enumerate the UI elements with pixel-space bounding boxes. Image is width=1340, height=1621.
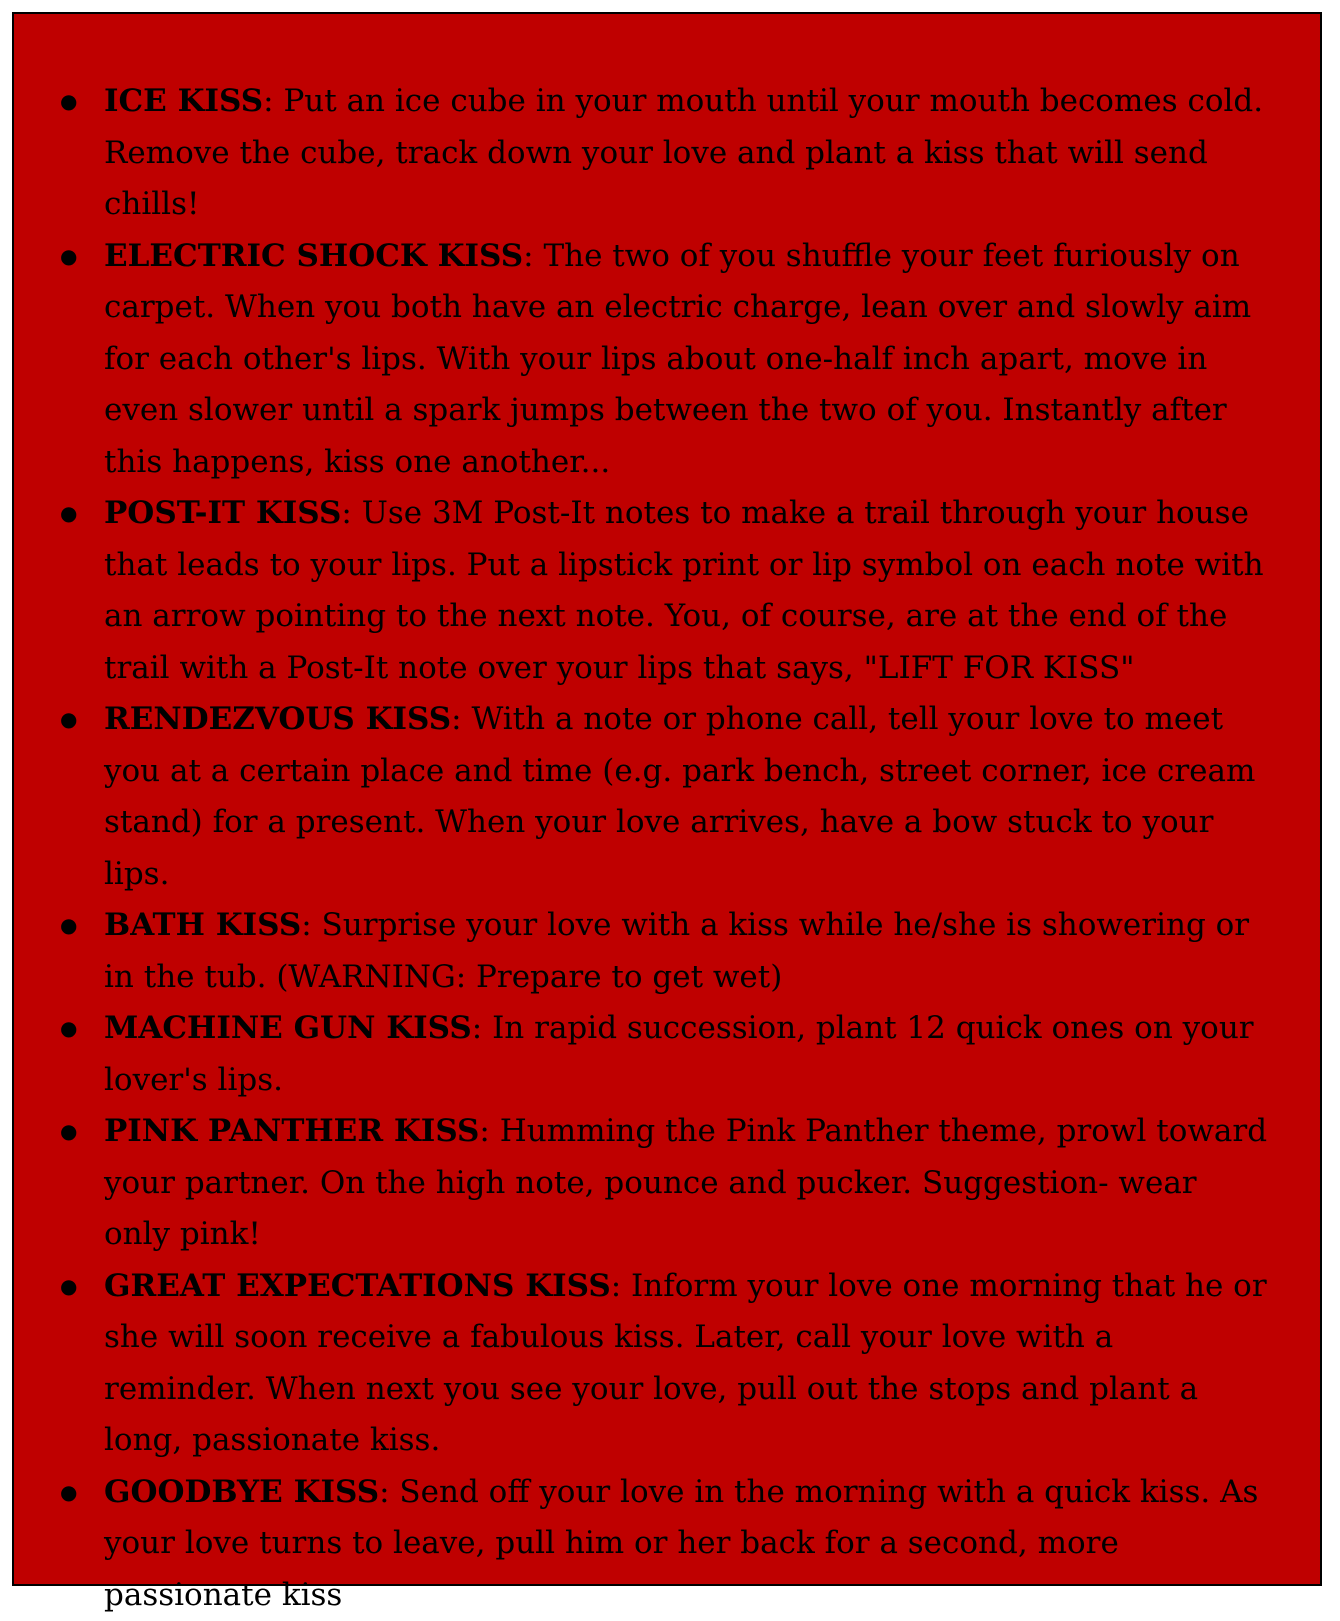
kiss-name: MACHINE GUN KISS <box>104 1010 472 1046</box>
bullet-icon: ● <box>60 1003 77 1055</box>
list-item <box>14 1261 1320 1467</box>
kiss-description: : Use 3M Post-It notes to make a trail through your house that leads to your lips. Put a lipstick print or lip symbol on each note with an arrow pointing to the next note. You, of course, are at the end of the trail with a Post-It note over your lips that says, "LIFT FOR KISS" <box>104 495 1264 686</box>
bullet-icon: ● <box>60 1261 77 1313</box>
kiss-name: POST-IT KISS <box>104 495 341 531</box>
bullet-icon: ● <box>60 231 77 283</box>
kiss-name: ELECTRIC SHOCK KISS <box>104 238 523 274</box>
kiss-description: : Inform your love one morning that he or she will soon receive a fabulous kiss. Later, call your love with a reminder. When next you see your love, pull out the stops and plant a long, passionate kiss. <box>104 1268 1267 1459</box>
kiss-description: : In rapid succession, plant 12 quick ones on your lover's lips. <box>104 1010 1254 1098</box>
list-item <box>14 76 1320 231</box>
bullet-icon: ● <box>60 488 77 540</box>
kiss-description: : Put an ice cube in your mouth until your mouth becomes cold. Remove the cube, track down your love and plant a kiss that will send chills! <box>104 83 1263 222</box>
list-item <box>14 1106 1320 1261</box>
bullet-icon: ● <box>60 76 77 128</box>
kiss-list-panel <box>12 12 1322 1586</box>
kiss-name: PINK PANTHER KISS <box>104 1113 479 1149</box>
bullet-icon: ● <box>60 694 77 746</box>
list-item <box>14 488 1320 694</box>
list-item <box>14 1467 1320 1621</box>
list-item <box>14 1003 1320 1106</box>
kiss-description: : Humming the Pink Panther theme, prowl toward your partner. On the high note, pounce and pucker. Suggestion- wear only pink! <box>104 1113 1267 1252</box>
list-item <box>14 694 1320 900</box>
kiss-description: : Send off your love in the morning with a quick kiss. As your love turns to leave, pull him or her back for a second, more passionate kiss <box>104 1474 1258 1613</box>
kiss-name: RENDEZVOUS KISS <box>104 701 451 737</box>
kiss-description: : The two of you shuffle your feet furiously on carpet. When you both have an electric charge, lean over and slowly aim for each other's lips. With your lips about one-half inch apart, move in even slower until a spark jumps between the two of you. Instantly after this happens, kiss one another... <box>104 238 1251 480</box>
bullet-icon: ● <box>60 900 77 952</box>
list-item <box>14 231 1320 489</box>
kiss-name: BATH KISS <box>104 907 301 943</box>
kiss-name: GREAT EXPECTATIONS KISS <box>104 1268 611 1304</box>
kiss-name: GOODBYE KISS <box>104 1474 379 1510</box>
list-item <box>14 900 1320 1003</box>
kiss-description: : With a note or phone call, tell your love to meet you at a certain place and time (e.g. park bench, street corner, ice cream stand) for a present. When your love arrives, have a bow stuck to your lips. <box>104 701 1255 892</box>
kiss-name: ICE KISS <box>104 83 263 119</box>
bullet-icon: ● <box>60 1467 77 1519</box>
bullet-icon: ● <box>60 1106 77 1158</box>
kiss-list <box>14 76 1320 1621</box>
kiss-description: : Surprise your love with a kiss while he/she is showering or in the tub. (WARNING: Prepare to get wet) <box>104 907 1249 995</box>
